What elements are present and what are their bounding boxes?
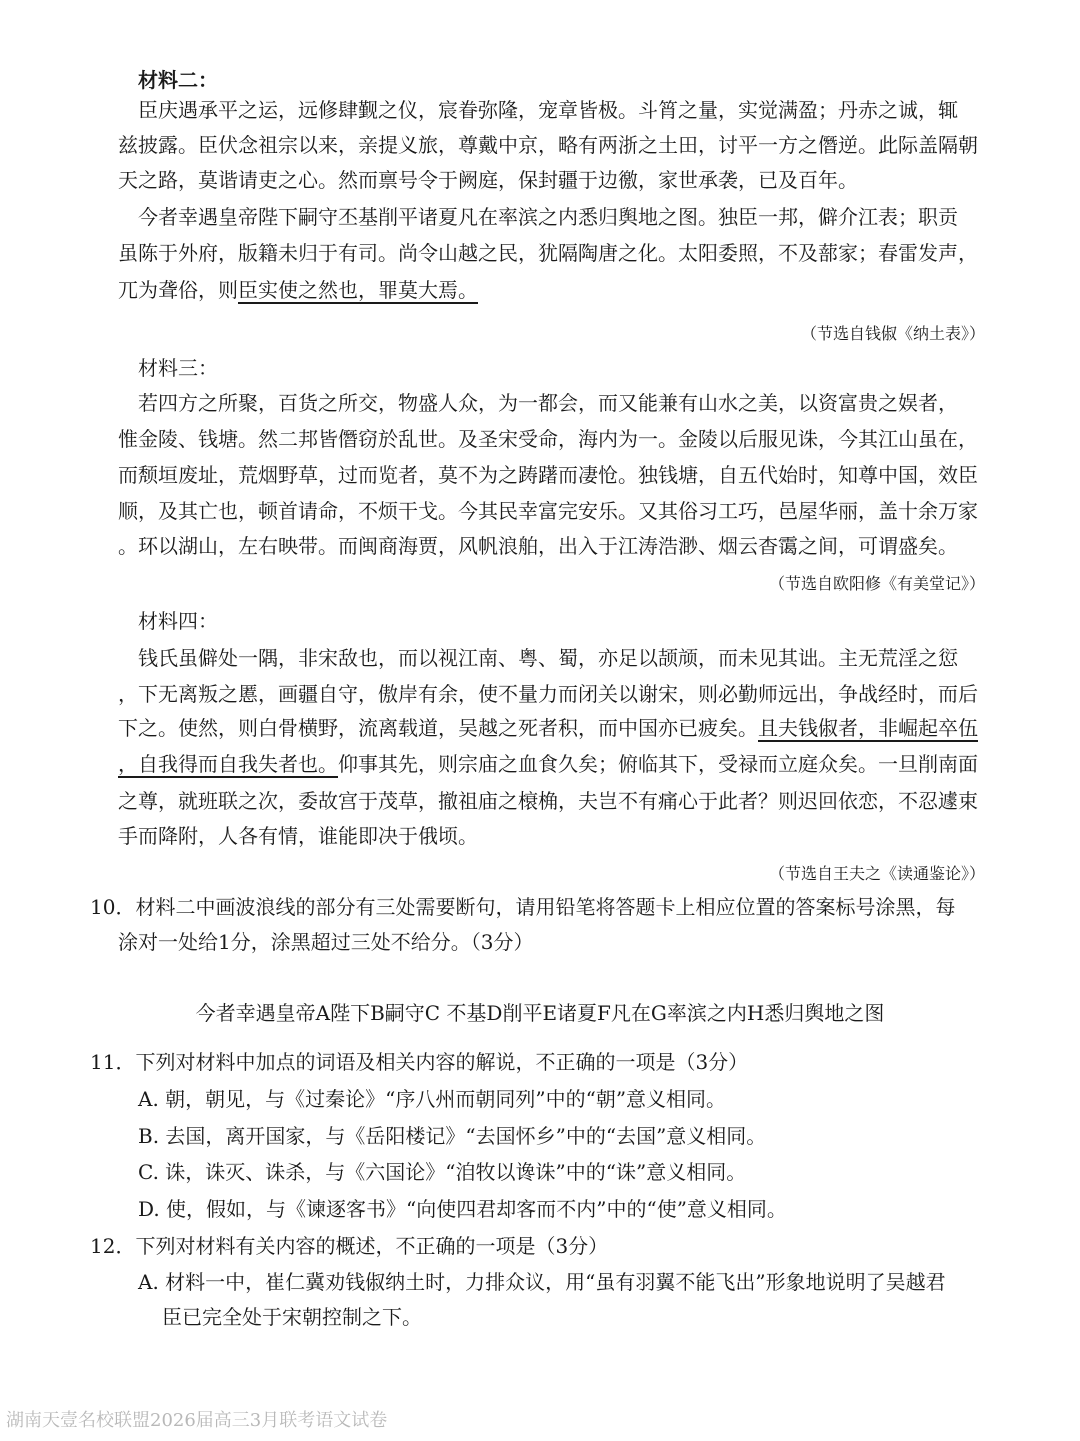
question-10-sentence: 今者幸遇皇帝A陛下B嗣守C 不基D削平E诸夏F凡在G率滨之内H悉归舆地之图 (195, 1001, 885, 1025)
material3-line: 惟金陵、钱塘。然二邦皆僭窃於乱世。及圣宋受命，海内为一。金陵以后服见诛，今其江山虽在， (118, 427, 978, 451)
exam-footer: 湖南天壹名校联盟2026届高三3月联考语文试卷 (6, 1410, 388, 1431)
question-11-option-a: A. 朝，朝见，与《过秦论》“序八州而朝同列”中的“朝”意义相同。 (138, 1087, 727, 1111)
material2-p1-line: 天之路，莫谐请吏之心。然而禀号令于阙庭，保封疆于边徼，家世承袭，已及百年。 (118, 168, 858, 192)
question-10-stem: 10．材料二中画波浪线的部分有三处需要断句，请用铅笔将答题卡上相应位置的答案标号涂黑，每 (90, 895, 956, 919)
question-12-stem: 12．下列对材料有关内容的概述，不正确的一项是（3分） (90, 1234, 609, 1258)
material4-line: 之尊，就班联之次，委故宫于茂草，撤祖庙之榱桷，夫岂不有痛心于此者？则迟回依恋，不忍遽束 (118, 789, 978, 813)
material2-p2-last-pre: 兀为聋俗，则 (118, 278, 238, 302)
question-11-option-b: B. 去国，离开国家，与《岳阳楼记》“去国怀乡”中的“去国”意义相同。 (138, 1124, 767, 1148)
question-11-option-c: C. 诛，诛灭、诛杀，与《六国论》“洎牧以谗诛”中的“诛”意义相同。 (138, 1160, 747, 1184)
material4-source: （节选自王夫之《读通鉴论》） (768, 864, 985, 883)
material3-line: 。环以湖山，左右映带。而闽商海贾，风帆浪舶，出入于江涛浩渺、烟云杳霭之间，可谓盛矣。 (118, 534, 958, 558)
question-12-option-a: A. 材料一中，崔仁冀劝钱俶纳土时，力排众议，用“虽有羽翼不能飞出”形象地说明了吴越君 (138, 1270, 946, 1294)
material2-p2-line (118, 272, 478, 308)
material4-line (118, 710, 978, 746)
material2-heading: 材料二： (138, 68, 218, 92)
material2-underlined-sentence: 臣实使之然也，罪莫大焉。 (238, 278, 478, 302)
material3-heading: 材料三： (138, 356, 218, 380)
material2-p2-line: 虽陈于外府，版籍未归于有司。尚令山越之民，犹隔陶唐之化。太阳委照，不及蔀家；春雷发声， (118, 241, 978, 265)
material4-line4-post: 仰事其先，则宗庙之血食久矣；俯临其下，受禄而立庭众矣。一旦削南面 (338, 752, 978, 776)
material2-p2-line: 今者幸遇皇帝陛下嗣守丕基削平诸夏凡在率滨之内悉归舆地之图。独臣一邦，僻介江表；职贡 (138, 205, 958, 229)
material4-heading: 材料四： (138, 609, 218, 633)
material2-source: （节选自钱俶《纳土表》） (800, 324, 985, 343)
material2-p1-line: 兹披露。臣伏念祖宗以来，亲提义旅，尊戴中京，略有两浙之土田，讨平一方之僭逆。此际盖隔朝 (118, 133, 978, 157)
material4-line: 钱氏虽僻处一隅，非宋敌也，而以视江南、粤、蜀，亦足以颉颃，而未见其诎。主无荒淫之愆 (138, 646, 958, 670)
question-11-stem: 11．下列对材料中加点的词语及相关内容的解说，不正确的一项是（3分） (90, 1050, 749, 1074)
material3-line: 顺，及其亡也，顿首请命，不烦干戈。今其民幸富完安乐。又其俗习工巧，邑屋华丽，盖十余万家 (118, 499, 978, 523)
question-11-option-d: D. 使，假如，与《谏逐客书》“向使四君却客而不内”中的“使”意义相同。 (138, 1197, 787, 1221)
material3-source: （节选自欧阳修《有美堂记》） (768, 574, 985, 593)
material2-p1-line: 臣庆遇承平之运，远修肆觐之仪，宸眷弥隆，宠章皆极。斗筲之量，实觉满盈；丹赤之诚，辄 (138, 98, 958, 122)
question-10-stem-cont: 涂对一处给1分，涂黑超过三处不给分。（3分） (118, 930, 534, 954)
question-12-option-a-cont: 臣已完全处于宋朝控制之下。 (162, 1305, 422, 1329)
material4-line: ，下无离叛之慝，画疆自守，傲岸有余，使不量力而闭关以谢宋，则必勤师远出，争战经时，而后 (118, 682, 978, 706)
material4-line: 手而降附，人各有情，谁能即决于俄顷。 (118, 824, 478, 848)
material4-line (118, 746, 978, 782)
material3-line: 而颓垣废址，荒烟野草，过而览者，莫不为之踌躇而凄怆。独钱塘，自五代始时，知尊中国，效臣 (118, 463, 978, 487)
material3-line: 若四方之所聚，百货之所交，物盛人众，为一都会，而又能兼有山水之美，以资富贵之娱者， (138, 391, 958, 415)
material4-line3-pre: 下之。使然，则白骨横野，流离载道，吴越之死者积，而中国亦已疲矣。 (118, 716, 758, 740)
material4-underlined-sentence: ，自我得而自我失者也。 (118, 752, 338, 776)
material4-underlined-sentence: 且夫钱俶者，非崛起卒伍 (758, 716, 978, 740)
